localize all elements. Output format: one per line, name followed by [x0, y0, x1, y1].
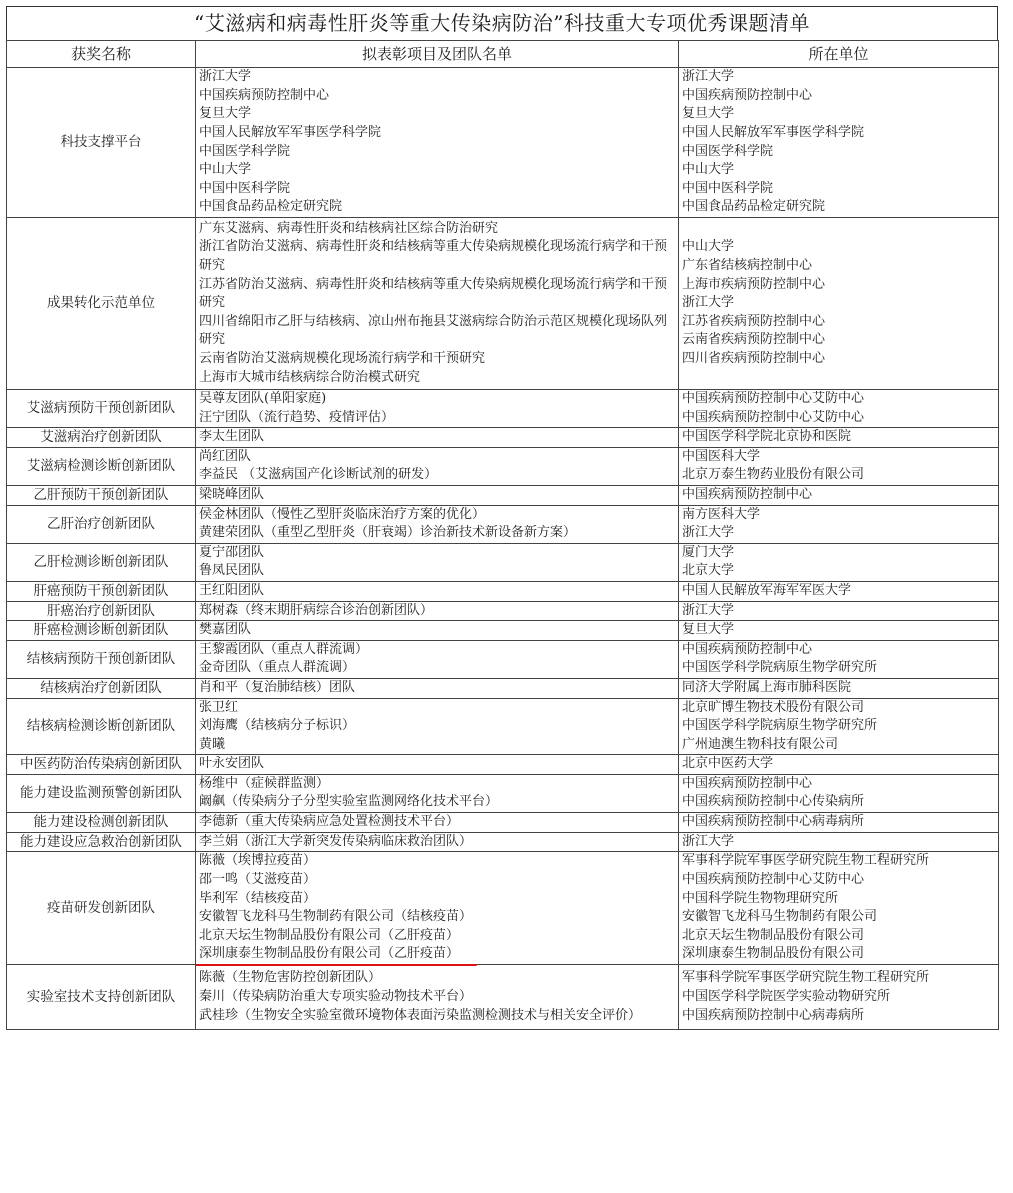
unit-line: 浙江大学: [682, 525, 735, 541]
unit-line: 北京旷博生物技术股份有限公司: [682, 699, 865, 715]
unit-cell: [679, 505, 999, 543]
table-header-row: [7, 41, 999, 68]
unit-line: 中国食品药品检定研究院: [682, 199, 826, 215]
unit-line: 中国疾病预防控制中心病毒病所: [682, 814, 865, 830]
project-line: 浙江大学: [199, 69, 252, 85]
project-line: 王红阳团队: [199, 582, 265, 598]
award-name-cell: 乙肝预防干预创新团队: [7, 485, 196, 505]
project-line: 毕利军（结核疫苗）: [199, 890, 317, 906]
unit-line: 浙江大学: [682, 295, 735, 311]
unit-line: 中国医科大学: [682, 448, 761, 464]
unit-cell: [679, 678, 999, 698]
table-row: [7, 485, 999, 505]
unit-cell: [679, 755, 999, 775]
project-line: 广东艾滋病、病毒性肝炎和结核病社区综合防治研究: [199, 220, 499, 236]
unit-line: 中国医学科学院病原生物学研究所: [682, 718, 878, 734]
table-row: [7, 640, 999, 678]
project-line: 杨维中（症候群监测）: [199, 775, 330, 791]
award-name-cell: 艾滋病检测诊断创新团队: [7, 447, 196, 485]
unit-line: 北京天坛生物制品股份有限公司: [682, 927, 865, 943]
project-line: 深圳康泰生物制品股份有限公司（乙肝疫苗）: [199, 945, 459, 964]
project-line: 叶永安团队: [199, 756, 265, 772]
project-line: 金奇团队（重点人群流调）: [199, 660, 356, 676]
unit-line: 中国疾病预防控制中心艾防中心: [682, 391, 865, 406]
unit-cell: [679, 428, 999, 448]
project-cell: [196, 640, 679, 678]
unit-line: 深圳康泰生物制品股份有限公司: [682, 946, 865, 962]
unit-line: 中国医学科学院北京协和医院: [682, 429, 852, 445]
project-line: 夏宁邵团队: [199, 544, 265, 560]
table-row: [7, 621, 999, 641]
unit-cell: [679, 581, 999, 601]
project-cell: [196, 485, 679, 505]
table-row: [7, 813, 999, 833]
project-line: 陈薇（埃博拉疫苗）: [199, 853, 317, 869]
unit-line: 厦门大学: [682, 544, 735, 560]
project-line: 肖和平（复治肺结核）团队: [199, 679, 356, 695]
award-name-cell: 科技支撑平台: [7, 68, 196, 218]
unit-line: 中国医学科学院医学实验动物研究所: [682, 988, 891, 1004]
unit-cell: [679, 640, 999, 678]
unit-cell: [679, 447, 999, 485]
award-name-cell: 能力建设监测预警创新团队: [7, 774, 196, 812]
project-line: 中国中医科学院: [199, 180, 291, 196]
unit-line: 复旦大学: [682, 106, 735, 122]
project-line: 云南省防治艾滋病规模化现场流行病学和干预研究: [199, 350, 486, 366]
award-name-cell: 疫苗研发创新团队: [7, 852, 196, 965]
table-row: [7, 505, 999, 543]
unit-line: 中山大学: [682, 162, 735, 178]
awards-table: [6, 40, 999, 1030]
table-row: [7, 68, 999, 218]
award-name-cell: 结核病治疗创新团队: [7, 678, 196, 698]
project-line: 刘海鹰（结核病分子标识）: [199, 718, 356, 734]
table-row: [7, 965, 999, 1030]
project-line: 李太生团队: [199, 429, 265, 445]
project-cell: [196, 601, 679, 621]
unit-line: 安徽智飞龙科马生物制药有限公司: [682, 909, 878, 925]
project-line: 王黎霞团队（重点人群流调）: [199, 641, 369, 657]
unit-line: 中国科学院生物物理研究所: [682, 890, 839, 906]
award-name-cell: 能力建设应急救治创新团队: [7, 832, 196, 852]
unit-line: 复旦大学: [682, 622, 735, 638]
unit-line: 中国医学科学院: [682, 143, 774, 159]
unit-line: 中国中医科学院: [682, 180, 774, 196]
project-line: 中国医学科学院: [199, 143, 291, 159]
project-cell: [196, 965, 679, 1030]
project-cell: [196, 218, 679, 390]
project-line: 邵一鸣（艾滋疫苗）: [199, 872, 317, 888]
unit-cell: [679, 813, 999, 833]
project-line: 吴尊友团队(单阳家庭): [199, 391, 327, 406]
header-project: 拟表彰项目及团队名单: [196, 41, 679, 68]
project-line: 上海市大城市结核病综合防治模式研究: [199, 369, 421, 385]
unit-line: 中国疾病预防控制中心病毒病所: [682, 1007, 865, 1023]
award-name-cell: 乙肝检测诊断创新团队: [7, 543, 196, 581]
header-award: 获奖名称: [7, 41, 196, 68]
unit-line: 中国疾病预防控制中心: [682, 641, 813, 657]
award-name-cell: 中医药防治传染病创新团队: [7, 755, 196, 775]
award-name-cell: 艾滋病预防干预创新团队: [7, 390, 196, 428]
document-page: [6, 6, 998, 1030]
project-line: 郑树森（终末期肝病综合诊治创新团队）: [199, 602, 434, 618]
unit-line: 中国疾病预防控制中心: [682, 87, 813, 103]
table-body: [7, 68, 999, 1030]
table-row: [7, 601, 999, 621]
award-name-cell: 结核病检测诊断创新团队: [7, 698, 196, 755]
award-name-cell: 实验室技术支持创新团队: [7, 965, 196, 1030]
project-cell: [196, 543, 679, 581]
unit-line: 军事科学院军事医学研究院生物工程研究所: [682, 853, 930, 869]
unit-line: 江苏省疾病预防控制中心: [682, 313, 826, 329]
project-cell: [196, 813, 679, 833]
project-cell: [196, 774, 679, 812]
unit-line: 中国疾病预防控制中心艾防中心: [682, 409, 865, 425]
table-row: [7, 678, 999, 698]
unit-line: 上海市疾病预防控制中心: [682, 276, 826, 292]
project-line: 汪宁团队（流行趋势、疫情评估）: [199, 409, 395, 425]
table-row: [7, 774, 999, 812]
project-cell: [196, 581, 679, 601]
unit-line: 广东省结核病控制中心: [682, 258, 813, 274]
unit-line: 中国人民解放军海军军医大学: [682, 582, 852, 598]
unit-line: 中国疾病预防控制中心: [682, 486, 813, 502]
project-line: 秦川（传染病防治重大专项实验动物技术平台）: [199, 988, 473, 1004]
project-line: 江苏省防治艾滋病、病毒性肝炎和结核病等重大传染病规模化现场流行病学和干预研究: [199, 276, 668, 311]
project-line: 陈薇（生物危害防控创新团队）: [199, 970, 382, 986]
project-cell: [196, 428, 679, 448]
project-line: 尚红团队: [199, 448, 252, 464]
unit-cell: [679, 832, 999, 852]
document-title: “艾滋病和病毒性肝炎等重大传染病防治”科技重大专项优秀课题清单: [6, 6, 998, 40]
award-name-cell: 成果转化示范单位: [7, 218, 196, 390]
unit-cell: [679, 774, 999, 812]
unit-cell: [679, 68, 999, 218]
project-line: 中国食品药品检定研究院: [199, 199, 343, 215]
project-line: 四川省绵阳市乙肝与结核病、凉山州布拖县艾滋病综合防治示范区规模化现场队列研究: [199, 313, 668, 348]
project-line: 李德新（重大传染病应急处置检测技术平台）: [199, 814, 460, 830]
project-line: 浙江省防治艾滋病、病毒性肝炎和结核病等重大传染病规模化现场流行病学和干预研究: [199, 239, 668, 274]
unit-line: 同济大学附属上海市肺科医院: [682, 679, 852, 695]
unit-line: 浙江大学: [682, 69, 735, 85]
unit-line: 北京中医药大学: [682, 756, 774, 772]
project-line: 李益民 （艾滋病国产化诊断试剂的研发）: [199, 467, 438, 483]
unit-cell: [679, 621, 999, 641]
table-row: [7, 543, 999, 581]
project-line: 张卫红: [199, 699, 239, 715]
project-line: 武桂珍（生物安全实验室微环境物体表面污染监测检测技术与相关安全评价）: [199, 1007, 642, 1023]
project-line: 鲁凤民团队: [199, 563, 265, 579]
project-line: 梁晓峰团队: [199, 486, 265, 502]
unit-line: 军事科学院军事医学研究院生物工程研究所: [682, 970, 930, 986]
project-cell: [196, 832, 679, 852]
award-name-cell: 肝癌预防干预创新团队: [7, 581, 196, 601]
project-cell: [196, 755, 679, 775]
project-cell: [196, 68, 679, 218]
unit-line: 中国人民解放军军事医学科学院: [682, 124, 865, 140]
unit-cell: [679, 852, 999, 965]
award-name-cell: 肝癌检测诊断创新团队: [7, 621, 196, 641]
table-row: [7, 581, 999, 601]
project-cell: [196, 852, 679, 965]
unit-line: 南方医科大学: [682, 506, 761, 522]
unit-line: 浙江大学: [682, 602, 735, 618]
unit-line: 四川省疾病预防控制中心: [682, 350, 826, 366]
table-row: [7, 698, 999, 755]
table-row: [7, 832, 999, 852]
unit-line: 中国医学科学院病原生物学研究所: [682, 660, 878, 676]
unit-line: 浙江大学: [682, 833, 735, 849]
project-line: 阚飙（传染病分子分型实验室监测网络化技术平台）: [199, 794, 499, 810]
red-underline-annotation: [195, 964, 477, 966]
project-line: 中国疾病预防控制中心: [199, 87, 330, 103]
award-name-cell: 艾滋病治疗创新团队: [7, 428, 196, 448]
unit-cell: [679, 601, 999, 621]
award-name-cell: 肝癌治疗创新团队: [7, 601, 196, 621]
unit-line: 广州迪澳生物科技有限公司: [682, 736, 839, 752]
unit-cell: [679, 698, 999, 755]
project-line: 中国人民解放军军事医学科学院: [199, 124, 382, 140]
unit-cell: [679, 965, 999, 1030]
table-row: [7, 390, 999, 428]
project-line: 安徽智飞龙科马生物制药有限公司（结核疫苗）: [199, 909, 473, 925]
unit-line: 中国疾病预防控制中心: [682, 775, 813, 791]
project-cell: [196, 698, 679, 755]
unit-line: 北京大学: [682, 563, 735, 579]
project-line: 中山大学: [199, 162, 252, 178]
unit-cell: [679, 390, 999, 428]
unit-cell: [679, 218, 999, 390]
unit-line: 中山大学: [682, 239, 735, 255]
project-line: 北京天坛生物制品股份有限公司（乙肝疫苗）: [199, 927, 460, 943]
unit-line: 北京万泰生物药业股份有限公司: [682, 467, 865, 483]
project-line: 黄建荣团队（重型乙型肝炎（肝衰竭）诊治新技术新设备新方案）: [199, 525, 577, 541]
table-row: [7, 852, 999, 965]
project-line: 樊嘉团队: [199, 622, 252, 638]
project-cell: [196, 621, 679, 641]
project-line: 侯金林团队（慢性乙型肝炎临床治疗方案的优化）: [199, 506, 486, 522]
project-line: 复旦大学: [199, 106, 252, 122]
project-cell: [196, 447, 679, 485]
unit-cell: [679, 543, 999, 581]
table-row: [7, 428, 999, 448]
award-name-cell: 结核病预防干预创新团队: [7, 640, 196, 678]
award-name-cell: 乙肝治疗创新团队: [7, 505, 196, 543]
unit-line: 云南省疾病预防控制中心: [682, 332, 826, 348]
project-cell: [196, 678, 679, 698]
unit-line: 中国疾病预防控制中心艾防中心: [682, 872, 865, 888]
table-row: [7, 755, 999, 775]
award-name-cell: 能力建设检测创新团队: [7, 813, 196, 833]
project-line: 黄曦: [199, 736, 226, 752]
header-unit: 所在单位: [679, 41, 999, 68]
project-cell: [196, 505, 679, 543]
table-row: [7, 447, 999, 485]
unit-line: 中国疾病预防控制中心传染病所: [682, 794, 865, 810]
unit-cell: [679, 485, 999, 505]
project-line: 李兰娟（浙江大学新突发传染病临床救治团队）: [199, 833, 473, 849]
table-row: [7, 218, 999, 390]
project-cell: [196, 390, 679, 428]
